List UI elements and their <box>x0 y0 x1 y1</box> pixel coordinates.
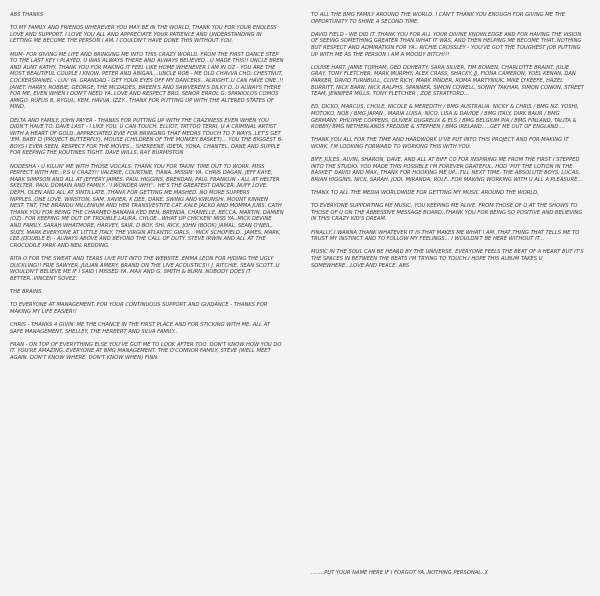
paragraph-media: THANX TO ALL THE MEDIA WORLDWIDE FOR GETTING MY MUSIC AROUND THE WORLD, <box>311 190 539 197</box>
paragraph-family-friends: TO MY FAMILY AND FRIENDS WHEREVER YOU MAY BE IN THE WORLD, THANK YOU FOR YOUR ENDLESS LOVE AND SUPPORT. I LOVE YOU ALL AND APPRECIATE YOUR PATIENCE AND UNDERSTANDING IN LETTING ME BECOME THE PERSON I AM. I COULDN'T HAVE DONE THIS WITHOUT YOU. <box>10 25 277 45</box>
paragraph-biff: BIFF, JULES, ALVIN, SHARON, DAVE, AND ALL AT BIFF CO FOR INSPIRING ME FROM THE FIRST I STEPPED INTO THE STUDIO. YOU MADE THIS POSSIBLE I'M FOREVER GRATEFUL. HOD 'PUT THE LOTION IN THE BASKET' DAVID AND MAX, THANX FOR HOOKING ME UP...TILL NEXT TIME. THE ABSOLUTE BOYS. LUCAS, BRIAN HIGGINS, NICK, SARAH, JODI, MIRANDA, ROLF...FOR MAKING WORKING WITH U ALL A PLEASURE... <box>311 157 583 183</box>
paragraph-chris: CHRIS - THANKS 4 GIVIN' ME THE CHANCE IN THE FIRST PLACE AND FOR STICKING WITH ME. ALL AT SAFE MANAGEMENT, SHELLEY, THE HERBERT AND SILVA FAMILY.. <box>10 321 271 335</box>
paragraph-david-field: DAVID FIELD - WE DID IT..THANK YOU FOR ALL YOUR DIVINE KNOWLEDGE AND FOR HAVING THE VISION OF SEEING SOMETHING GREATER THAN WHAT IT WAS, AND THEN HELPING ME BECOME THAT..NOTHING BUT RESPECT AND ADMIRATION FOR YA.. RICHIE CROSSLEY - YOU'VE GOT THE TOUGHEST JOB PUTTING UP WITH ME AS THE PERSON I AM A MOODY BITCH!!! <box>311 31 582 58</box>
paragraph-music-soul: MUSIC IN THE SOUL CAN BE HEARD BY THE UNIVERSE. EVERYONE FEELS THE BEAT OF A HEART BUT IT'S THE SPACES IN BETWEEN THE BEATS I'M TRYING TO TOUCH.I HOPE THIS ALBUM TAKES U SOMEWHERE...LOVE AND PEACE. ABS <box>311 249 584 269</box>
abs-thanks-heading: ABS THANKS <box>10 12 44 18</box>
paragraph-bmg-family: TO ALL THE BMG FAMILY AROUND THE WORLD. I CAN'T THANK YOU ENOUGH FOR GIVING ME THE OPPORTUNITY TO SHINE A SECOND TIME. <box>311 12 566 25</box>
paragraph-thank-you-all: THANK YOU ALL FOR THE TIME AND HARDWORK U'VE PUT INTO THIS PROJECT AND FOR MAKING IT WORK. I'M LOOKING FORWARD TO WORKING THIS WITH YOU. <box>311 137 569 150</box>
paragraph-finally: FINALLY..I WANNA THANK WHATEVER IT IS THAT MAKES ME WHAT I AM..THAT THING THAT TELLS ME TO TRUST MY INSTINCT AND TO FOLLOW MY FEELINGS... I WOULDN'T BE HERE WITHOUT IT... <box>311 229 580 243</box>
paragraph-management: TO EVERYONE AT MANAGEMENT, FOR YOUR CONTINUOUS SUPPORT AND GUIDANCE - THANKS FOR MAKING MY LIFE EASIER!! <box>10 302 268 315</box>
paragraph-mum: MUM- FOR GIVING ME LIFE AND BRINGING ME INTO THIS CRAZY WORLD. FROM THE FIRST DANCE STEP TO THE LAST KEY I PLAYED, U WAS ALWAYS THERE AND ALWAYS BELIEVED...U MADE THIS!! UNCLE BREN AND AUNT KATHY, THANK YOU FOR MAKING IT FEEL LIKE HOME WHENEVER I AM IN OZ - YOU ARE THE MOST BEAUTIFUL COUPLE I KNOW. PETER AND ABIGAIL...UNCLE ROB - ME OLD CHAVVA CHO, CHESTNUT, COCKERSPANIEL - LUV YA. GRANDAD - GET YOUR EYES OFF MY DANCERS...ALRIGHT..U CAN HAVE ONE..!! JANET, HARRY, ROBBIE, GEORGE, THE MCDADES, BREEN'S AND SAWVEREN'S DILKY D..U ALWAYS THERE FOR ME, EVEN WHEN I DON'T NEED YA..LOVE AND RESPECT BRO. SENOR ERROL G. SPANIOLOS COMOS AMIGO. RUFUS B, RYGUL, KEM, HAVVA, IZZY.. THANX FOR PUTTING UP WITH THE ALTERED STATES OF MIND. <box>10 51 284 111</box>
paragraph-fran: FRAN - ON TOP OF EVERYTHING ELSE YOU'VE GOT ME TO LOOK AFTER TOO. DON'T KNOW HOW YOU DO IT. YOU'RE AMAZING. EVERYONE AT BMG MANAGEMENT. THE O'CONNOR FAMILY, STEVE (WELL MEET AGAIN. DON'T KNOW WHERE. DON'T KNOW WHEN) FINN. <box>10 341 282 361</box>
paragraph-louise-hart: LOUISE HART, JAMIE TOPHAM, GED DOHERTY, SARA SILVER, TIM BOWEN, CHARLOTTE BRAINT, JULIE GRAY, TONY FLETCHER, MARK MURPHY, ALEX CRASS, SHACKY, JJ, FIONA CAMERON, YOEL KENAN, DAN PARKER, DAVID TURNBULL, CLIVE RICH, MARK PINDER, ROMA MARTYNIUK, MIKE O'KEEFE, HAZEL BURRITT, NICK BARN, NICK RALPHS, SPANNER, SIMON COWELL, SONNY TAKHAR, SIMON CONKIN, STREET TEAM, JENNIFER MILLS, TONY FLETCHER , ZOE STRATFORD... <box>311 64 584 98</box>
paragraph-supporters: TO EVERYONE SUPPORTING ME MUSIC, YOU KEEPING ME ALIVE. FROM THOSE OF U AT THE SHOWS TO THOSE OF U ON THE ABBESSIVE MESSAGE BOARD..THANK YOU FOR BEING SO POSITIVE AND BELIEVING IN THIS CRAZY KID'S DREAM. <box>311 203 583 223</box>
the-brains-heading: THE BRAINS <box>10 288 42 295</box>
paragraph-bmg-international: ED, DICKO, MARCUS, CHOLE, NICOLE & MEREDITH / BMG AUSTRALIA. NICKY & CHRIS / BMG NZ. YOSHI, MOTOKO, NOB / BMG JAPAN , MARIA LUISA, NICO, LISA & DAVIDE / BMG ITALY, DIRK BAUR / BMG GERMANY. PHILIPPE COPPENS, OLIVIER DUGRELIX & ELS / BMG BELGIUM PIA / BMG FINLAND, TALITA & ROBBY/ BMG NETHERLANDS FREDDIE & STEPHEN / BMG IRELAND.....GET ME OUT OF ENGLAND.... <box>311 104 579 131</box>
footer-note: ........PUT YOUR NAME HERE IF I FORGOT YA..NOTHING PERSONAL..X <box>311 570 488 576</box>
paragraph-delta: DELTA AND FAMILY, JOHN PAYER - THANKS FOR PUTTING UP WITH THE CRAZINESS EVEN WHEN YOU DIDN'T HAVE TO. DAVE LAST - I LIKE YOU. U CAN TOUCH. ELLIOT, TATTOO TERRI, U A CRIMINAL ARTIST WITH A HEART OF GOLD..APPRECIATED.EVIE FOR BRINGING THAT MEDAS TOUCH TO 7 WAYS..LET'S GET 'EM. BABY D (PROJECT BUTTERFLY), MOUSE (CHILDREN OF THE MONKEY BASKET)... YOU THE BIGGEST B-BOYS I EVER SEEN. RESPECT FOR THE MOVES... SHEREENE, IDETA, YONA, CHANTEL, DANE AND SUPPLE FOR KEEPING THE ROUTINES TIGHT. DAVE WILLS, RAY BURMISTON <box>10 117 283 157</box>
left-column <box>10 12 284 368</box>
paragraph-nodesha: NODESHA - U KILLIN' ME WITH THOSE VOCALS. THANK YOU FOR TAKIN' TIME OUT TO WORK. MISS PERFECT WITH ME...P.S U CRAZY!! VALERIE, COURTNIE, TIANA..MISSIN' YA. CHRIS DAGAN, JEFF KAYE, MARK SIMPSON AND ALL AT JEFFERY JAMES. PAUL HIGGINS, BRENDAN, PAUL FRANKLIN - ALL AT HELTER SKELTER. PAUL DOMAIN AND FAMILY.. 'I WONDER WHY'.. HE'S THE GREATEST DANCER..NUFF LOVE. DEPH, OLEN AND ALL AT SINTILLATE..THANX FOR GETTING ME MASHED..NO MORE SUPPERS NIPPLES..ONE LOVE. WINSTON, SAM, XAVIER, K DEE, DANE, SWING AND KWUNSHI. MOUNT KINNEN NEST. TNT, THE BRANDU MILLENIUM AND HER TRANSVESTITE CAT..KALE JACKO AND MOMMA JUBS. CATH THANK YOU FOR BEING THE CHARMED BANANA.KED BEN, BRENDA, CHANELLE, BECCA, MARTIN, DAMIEN (OZ)..FOR KEEPING ME OUT OF TROUBLE.LAURA, CHLOE...WHAT UP CHICKEN' MISS YA..MICK DEVINE AND FAMILY. SARAH WHATMORE, HARVEY, SAIR, D BOY, SHI, RICK, JOHN (BOOK) JAMAL, SEAN O'NEIL, SUZY, MARK EVERYONE AT LITTLE ITALY, THE VIRGIN ATLANTIC GIRLS... MICK SCHOFIELD.. JAMES, MARK, LEE (DOUBLE E) - ALWAYS ABOVE AND BEYOND THE CALL OF DUTY. STEVE IRWIN AND ALL AT THE CROCODILE PARK AND NEIL REDDING. <box>10 163 284 249</box>
right-column <box>311 12 585 276</box>
paragraph-rita: RITA O FOR THE SWEAT AND TEARS LIVE PUT INTO THE WEBSITE..EMMA LEON FOR HIDING THE UGLY DUCKLING!! FRIE SAWYER..JULIAN AMERY, BRAND ON THE LIVE ACOUSTICS!! J. RITCHIE, SEAN SCOTT..U WOULDN'T BELIEVE ME IF I SAID I MISSED YA..MAX AND G. SMITH & BURN..NOBODY DOES IT BETTER..VINCENT SOVEZ. <box>10 255 280 282</box>
